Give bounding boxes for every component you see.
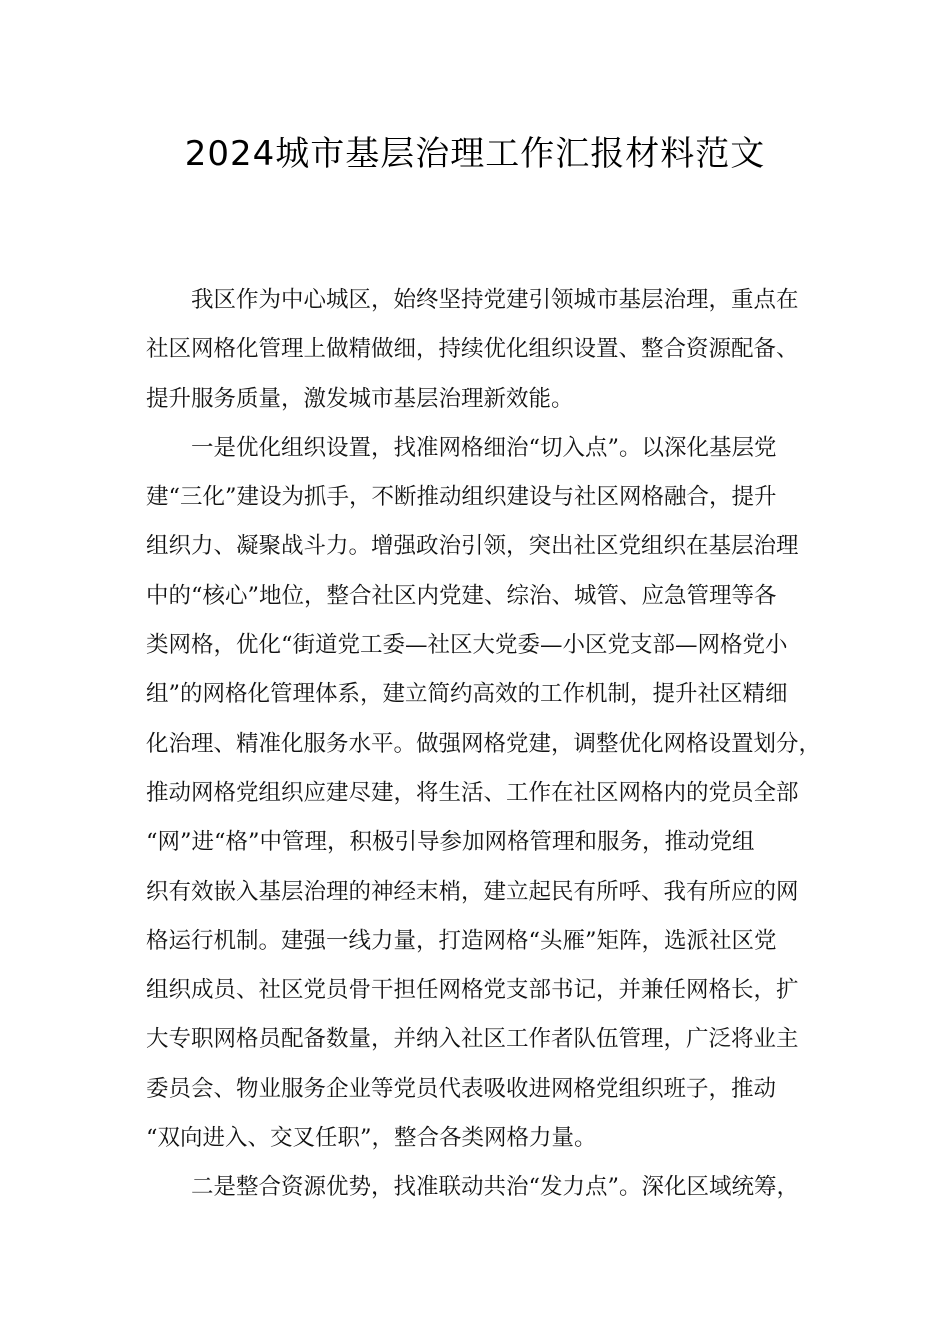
text-line: 组织成员、社区党员骨干担任网格党支部书记，并兼任网格长，扩 (146, 977, 799, 1004)
text-line: 建“三化”建设为抓手，不断推动组织建设与社区网格融合，提升 (146, 484, 777, 511)
text-line: 一是优化组织设置，找准网格细治“切入点”。以深化基层党 (191, 434, 777, 461)
text-line: 提升服务质量，激发城市基层治理新效能。 (146, 385, 574, 412)
text-line: 组”的网格化管理体系，建立简约高效的工作机制，提升社区精细 (146, 681, 788, 708)
paragraph-intro (146, 276, 826, 424)
text-line: 大专职网格员配备数量，并纳入社区工作者队伍管理，广泛将业主 (146, 1026, 799, 1053)
text-line: 中的“核心”地位，整合社区内党建、综治、城管、应急管理等各 (146, 582, 777, 609)
text-line: 推动网格党组织应建尽建，将生活、工作在社区网格内的党员全部 (146, 779, 799, 806)
text-line: 组织力、凝聚战斗力。增强政治引领，突出社区党组织在基层治理 (146, 533, 799, 560)
text-line: 我区作为中心城区，始终坚持党建引领城市基层治理，重点在 (191, 287, 799, 313)
text-line: “网”进“格”中管理，积极引导参加网格管理和服务，推动党组 (146, 829, 755, 856)
paragraph-section-one (146, 424, 826, 1163)
text-line: 二是整合资源优势，找准联动共治“发力点”。深化区域统筹， (191, 1174, 800, 1201)
text-line: “双向进入、交叉任职”，整合各类网格力量。 (146, 1125, 597, 1152)
text-line: 织有效嵌入基层治理的神经末梢，建立起民有所呼、我有所应的网 (146, 878, 799, 905)
document-title: 2024城市基层治理工作汇报材料范文 (184, 134, 766, 174)
text-line: 委员会、物业服务企业等党员代表吸收进网格党组织班子，推动 (146, 1075, 777, 1102)
text-line: 社区网格化管理上做精做细，持续优化组织设置、整合资源配备、 (146, 336, 799, 363)
paragraph-section-two (146, 1163, 826, 1212)
text-line: 格运行机制。建强一线力量，打造网格“头雁”矩阵，选派社区党 (146, 927, 777, 954)
text-line: 化治理、精准化服务水平。做强网格党建，调整优化网格设置划分， (146, 730, 822, 757)
text-line: 类网格，优化“街道党工委—社区大党委—小区党支部—网格党小 (146, 632, 788, 659)
document-body (146, 276, 826, 1213)
